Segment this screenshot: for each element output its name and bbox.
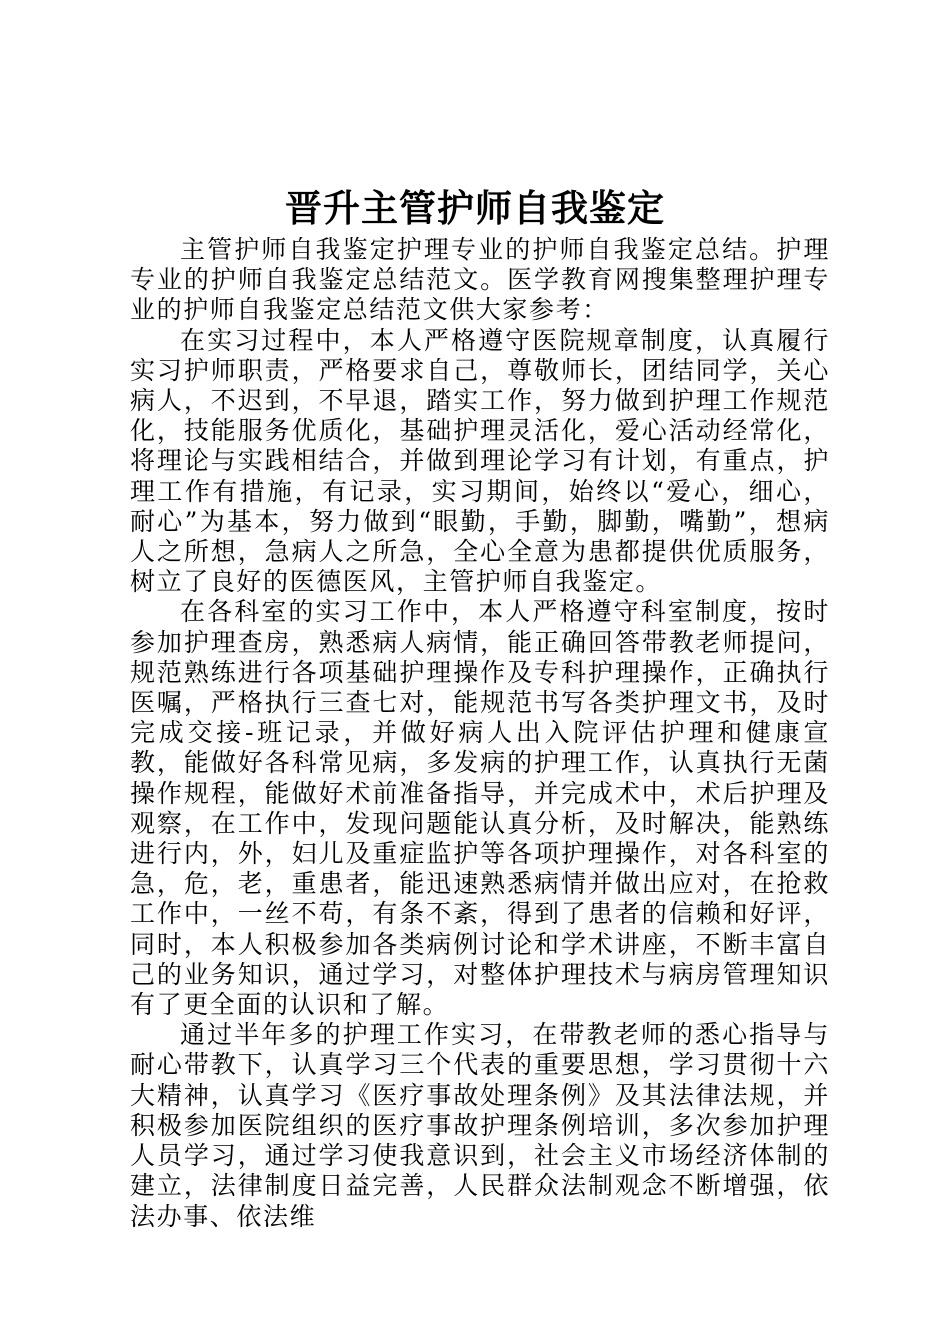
paragraph-intro: 主管护师自我鉴定护理专业的护师自我鉴定总结。护理专业的护师自我鉴定总结范文。医学教育网搜集整理护理专业的护师自我鉴定总结范文供大家参考： xyxy=(130,235,830,325)
document-title: 晋升主管护师自我鉴定 xyxy=(285,186,665,230)
document-body xyxy=(130,235,830,1232)
paragraph-internship-conduct: 在实习过程中，本人严格遵守医院规章制度，认真履行实习护师职责，严格要求自己，尊敬师长，团结同学，关心病人，不迟到，不早退，踏实工作，努力做到护理工作规范化，技能服务优质化，基础护理灵活化，爱心活动经常化，将理论与实践相结合，并做到理论学习有计划，有重点，护理工作有措施，有记录，实习期间，始终以“爱心，细心，耐心”为基本，努力做到“眼勤，手勤，脚勤，嘴勤”，想病人之所想，急病人之所急，全心全意为患都提供优质服务，树立了良好的医德医风，主管护师自我鉴定。 xyxy=(130,325,830,597)
paragraph-department-work: 在各科室的实习工作中，本人严格遵守科室制度，按时参加护理查房，熟悉病人病情，能正确回答带教老师提问，规范熟练进行各项基础护理操作及专科护理操作，正确执行医嘱，严格执行三查七对，能规范书写各类护理文书，及时完成交接-班记录，并做好病人出入院评估护理和健康宣教，能做好各科常见病，多发病的护理工作，认真执行无菌操作规程，能做好术前准备指导，并完成术中，术后护理及观察，在工作中，发现问题能认真分析，及时解决，能熟练进行内，外，妇儿及重症监护等各项护理操作，对各科室的急，危，老，重患者，能迅速熟悉病情并做出应对，在抢救工作中，一丝不苟，有条不紊，得到了患者的信赖和好评，同时，本人积极参加各类病例讨论和学术讲座，不断丰富自己的业务知识，通过学习，对整体护理技术与病房管理知识有了更全面的认识和了解。 xyxy=(130,597,830,1020)
paragraph-study-law: 通过半年多的护理工作实习，在带教老师的悉心指导与耐心带教下，认真学习三个代表的重要思想，学习贯彻十六大精神，认真学习《医疗事故处理条例》及其法律法规，并积极参加医院组织的医疗事故护理条例培训，多次参加护理人员学习，通过学习使我意识到，社会主义市场经济体制的建立，法律制度日益完善，人民群众法制观念不断增强，依法办事、依法维 xyxy=(130,1020,830,1231)
